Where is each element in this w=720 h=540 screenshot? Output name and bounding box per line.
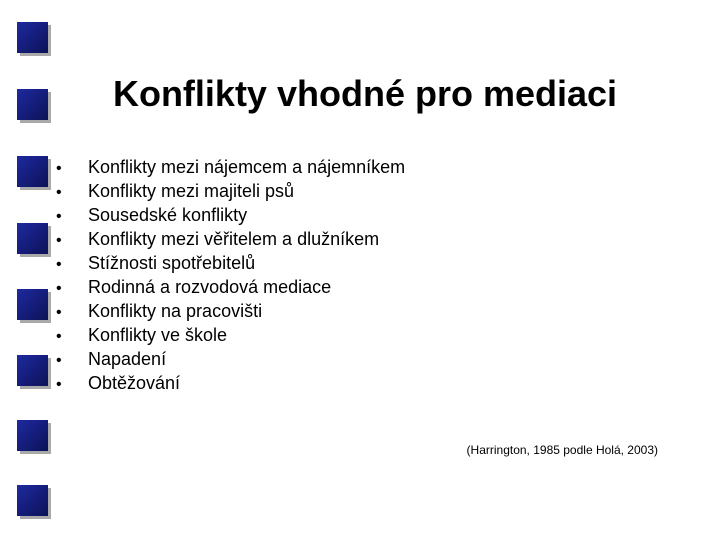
blue-square-icon: [17, 485, 48, 516]
list-item-text: Obtěžování: [88, 373, 181, 393]
list-item: [56, 251, 405, 275]
list-item: [56, 203, 405, 227]
bullet-icon: •: [56, 280, 62, 297]
bullet-icon: •: [56, 256, 62, 273]
blue-square-icon: [17, 420, 48, 451]
blue-square-icon: [17, 355, 48, 386]
blue-square-icon: [17, 223, 48, 254]
slide-title: Konflikty vhodné pro mediaci: [112, 73, 618, 114]
bullet-icon: •: [56, 304, 62, 321]
list-item-text: Konflikty mezi nájemcem a nájemníkem: [88, 157, 406, 177]
list-item-text: Konflikty mezi věřitelem a dlužníkem: [88, 229, 380, 249]
bullet-icon: •: [56, 352, 62, 369]
blue-square-icon: [17, 289, 48, 320]
list-item: [56, 371, 405, 395]
list-item: [56, 179, 405, 203]
list-item-text: Stížnosti spotřebitelů: [88, 253, 256, 273]
list-item-text: Konflikty na pracovišti: [88, 301, 263, 321]
blue-square-icon: [17, 22, 48, 53]
bullet-icon: •: [56, 184, 62, 201]
bullet-icon: •: [56, 232, 62, 249]
bullet-list: [56, 155, 405, 395]
list-item-text: Konflikty ve škole: [88, 325, 228, 345]
list-item: [56, 323, 405, 347]
list-item-text: Napadení: [88, 349, 167, 369]
list-item-text: Rodinná a rozvodová mediace: [88, 277, 332, 297]
list-item: [56, 275, 405, 299]
list-item: [56, 155, 405, 179]
list-item-text: Konflikty mezi majiteli psů: [88, 181, 295, 201]
list-item: [56, 227, 405, 251]
bullet-icon: •: [56, 376, 62, 393]
blue-square-icon: [17, 156, 48, 187]
list-item: [56, 347, 405, 371]
bullet-icon: •: [56, 328, 62, 345]
bullet-icon: •: [56, 160, 62, 177]
citation: (Harrington, 1985 podle Holá, 2003): [466, 443, 658, 457]
list-item-text: Sousedské konflikty: [88, 205, 248, 225]
bullet-icon: •: [56, 208, 62, 225]
list-item: [56, 299, 405, 323]
